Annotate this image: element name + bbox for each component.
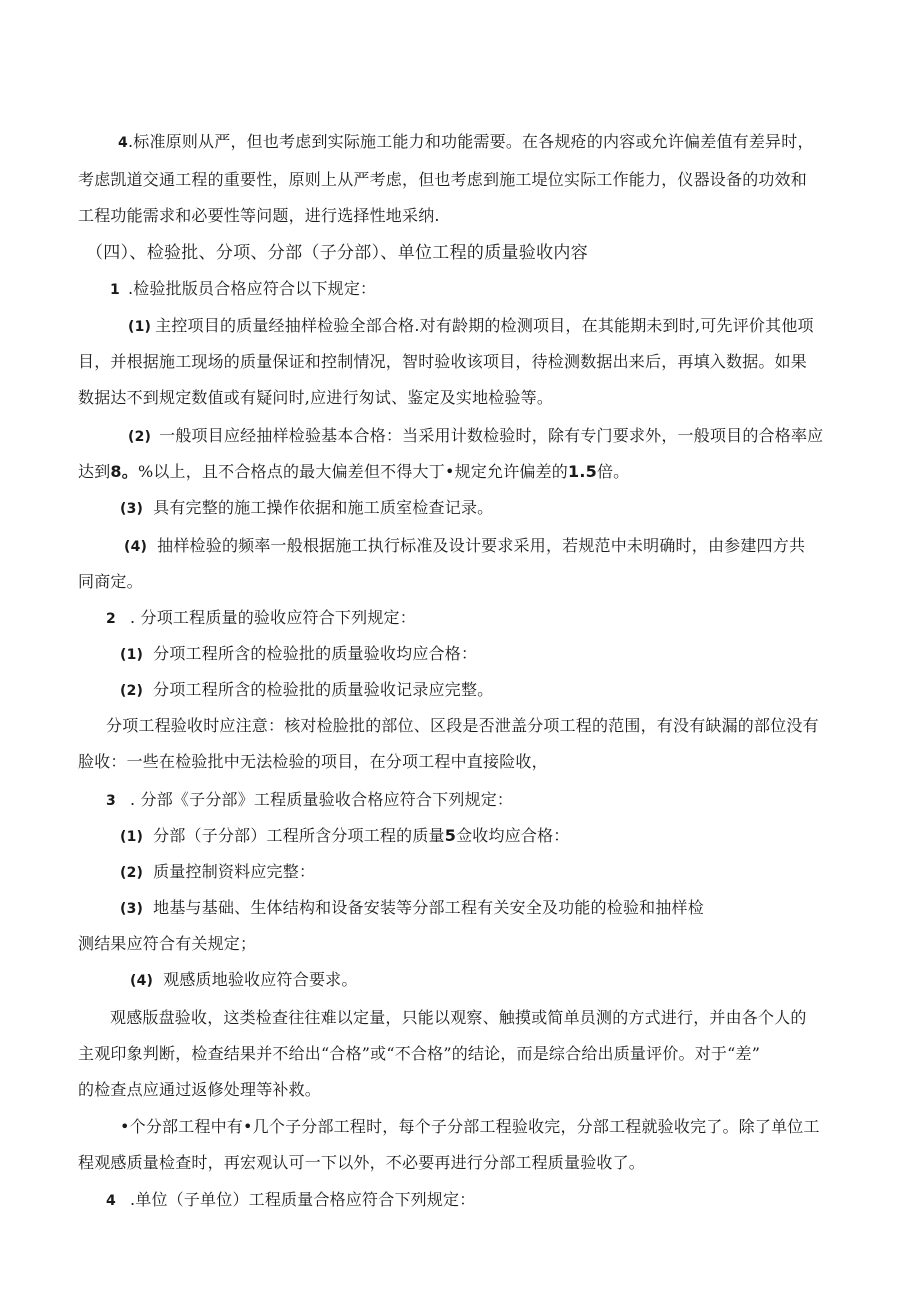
item-2-sub-1 — [120, 643, 477, 666]
sub-item-number: (3) — [120, 501, 144, 517]
sub-item-number: (1) — [120, 829, 144, 845]
sub-item-text: 抽样检验的频率一般根据施工执行标准及设计要求采用，若规范中未明确时，由参建四方共 — [157, 536, 806, 555]
item-3-note-line-3: 的检查点应通过返修处理等补救。 — [78, 1080, 322, 1099]
item-2-sub-2 — [120, 679, 493, 702]
item-1-title — [110, 278, 376, 301]
sub-item-text: 一般项目应经抽样检验基本合格：当采用计数检验时，除有专门要求外，一般项目的合格率应 — [159, 426, 824, 445]
sub-item-number: (1) — [120, 647, 144, 663]
sub-item-text: 主控项目的质量经抽样检验全部合格.对有龄期的检测项目，在其能期未到时,可先评价其他项 — [155, 316, 814, 335]
item-text: . 分部《子分部》工程质量验收合格应符合下列规定： — [129, 790, 514, 809]
text-segment: 达到 — [78, 462, 111, 481]
subdivision-note-line-1: •个分部工程中有•几个子分部工程时，每个子分部工程验收完，分部工程就验收完了。除了单位工 — [120, 1117, 820, 1136]
item-text: .检验批版员合格应符合以下规定： — [127, 279, 377, 298]
item-3-sub-3-line-1 — [120, 897, 704, 920]
item-3-sub-2 — [120, 861, 315, 884]
item-3-note-line-2: 主观印象判断，检查结果并不给出“合格”或“不合格”的结论，而是综合给出质量评价。对于“差” — [78, 1044, 761, 1063]
item-1-sub-2-line-2 — [78, 461, 629, 483]
paragraph-text: .标准原则从严，但也考虑到实际施工能力和功能需要。在各规疮的内容或允许偏差值有差异时， — [127, 132, 814, 151]
item-number: 3 — [106, 793, 116, 809]
item-1-sub-4-line-1 — [124, 535, 805, 558]
sub-item-text: 质量控制资料应完整： — [153, 862, 316, 881]
subdivision-note-line-2: 程观感质量检查时，再宏观认可一下以外，不必要再进行分部工程质量验收了。 — [78, 1153, 646, 1172]
item-1-sub-1-line-2: 目，并根据施工现场的质量保证和控制情况，智时验收该项目，待检测数据出来后，再填入数据。如果 — [78, 352, 808, 371]
sub-item-text: 地基与基础、生体结构和设备安装等分部工程有关安全及功能的检验和抽样检 — [153, 898, 704, 917]
item-2-note-line-2: 脸收：一些在检验批中无法检验的项目，在分项工程中直接险收， — [78, 752, 548, 771]
item-text: .单位（子单位）工程质量合格应符合下列规定： — [129, 1190, 476, 1209]
item-text: . 分项工程质量的验收应符合下列规定： — [129, 608, 416, 627]
item-3-sub-1 — [120, 825, 570, 848]
item-2-title — [106, 607, 416, 630]
item-3-sub-4 — [130, 969, 358, 992]
item-number: 4 — [106, 1193, 116, 1209]
sub-item-number: (1) — [128, 319, 152, 335]
sub-item-text: 分项工程所含的检验批的质量验收记录应完整。 — [153, 680, 494, 699]
paragraph-4-line-1 — [118, 131, 814, 154]
item-1-sub-1-line-3: 数据达不到规定数值或有疑问时,应进行匆试、鉴定及实地检验等。 — [78, 388, 554, 407]
item-1-sub-3 — [120, 497, 493, 520]
item-4-title — [106, 1189, 475, 1212]
item-1-sub-1-line-1 — [128, 315, 814, 338]
sub-item-text: 分项工程所含的检验批的质量验收均应合格： — [153, 644, 478, 663]
sub-item-number: (4) — [130, 973, 154, 989]
text-segment: 8。 — [110, 462, 138, 481]
item-3-note-line-1: 观感版盘验收，这类检查往往难以定量，只能以观察、触摸或简单员测的方式进行，并由各个人的 — [110, 1008, 807, 1027]
text-segment: %以上，且不合格点的最大偏差但不得大丁•规定允许偏差的 — [137, 462, 568, 481]
item-3-title — [106, 789, 513, 812]
sub-item-number: (2) — [128, 429, 152, 445]
item-1-sub-4-line-2: 同商定。 — [78, 572, 143, 591]
item-2-note-line-1: 分项工程验收时应注意：核对检脸批的部位、区段是否泄盖分项工程的范围，有没有缺漏的部位没有 — [106, 716, 819, 735]
item-3-sub-3-line-2: 测结果应符合有关规定； — [78, 934, 257, 953]
text-segment: 倍。 — [596, 462, 630, 481]
item-number: 2 — [106, 611, 116, 627]
section-heading: （四）、检验批、分项、分部（子分部）、单位工程的质量验收内容 — [86, 243, 588, 263]
sub-item-number: (4) — [124, 539, 148, 555]
sub-item-number: (2) — [120, 683, 144, 699]
paragraph-4-line-2: 考虑凯道交通工程的重要性，原则上从严考虑，但也考虑到施工堤位实际工作能力，仪器设备的功效和 — [78, 170, 808, 189]
sub-item-text: 具有完整的施工操作依据和施工质室检查记录。 — [153, 498, 494, 517]
item-number: 1 — [110, 282, 120, 298]
text-segment: 分部（子分部）工程所含分项工程的质量 — [153, 826, 445, 845]
sub-item-text: 观感质地验收应符合要求。 — [163, 970, 358, 989]
paragraph-number: 4 — [118, 135, 128, 151]
paragraph-4-line-3: 工程功能需求和必要性等问题，进行选择性地采纳. — [78, 206, 440, 225]
item-1-sub-2-line-1 — [128, 425, 823, 448]
text-segment: 5 — [444, 826, 457, 845]
sub-item-number: (3) — [120, 901, 144, 917]
sub-item-number: (2) — [120, 865, 144, 881]
text-segment: 佥收均应合格： — [456, 826, 570, 845]
text-segment: 1.5 — [568, 462, 597, 481]
